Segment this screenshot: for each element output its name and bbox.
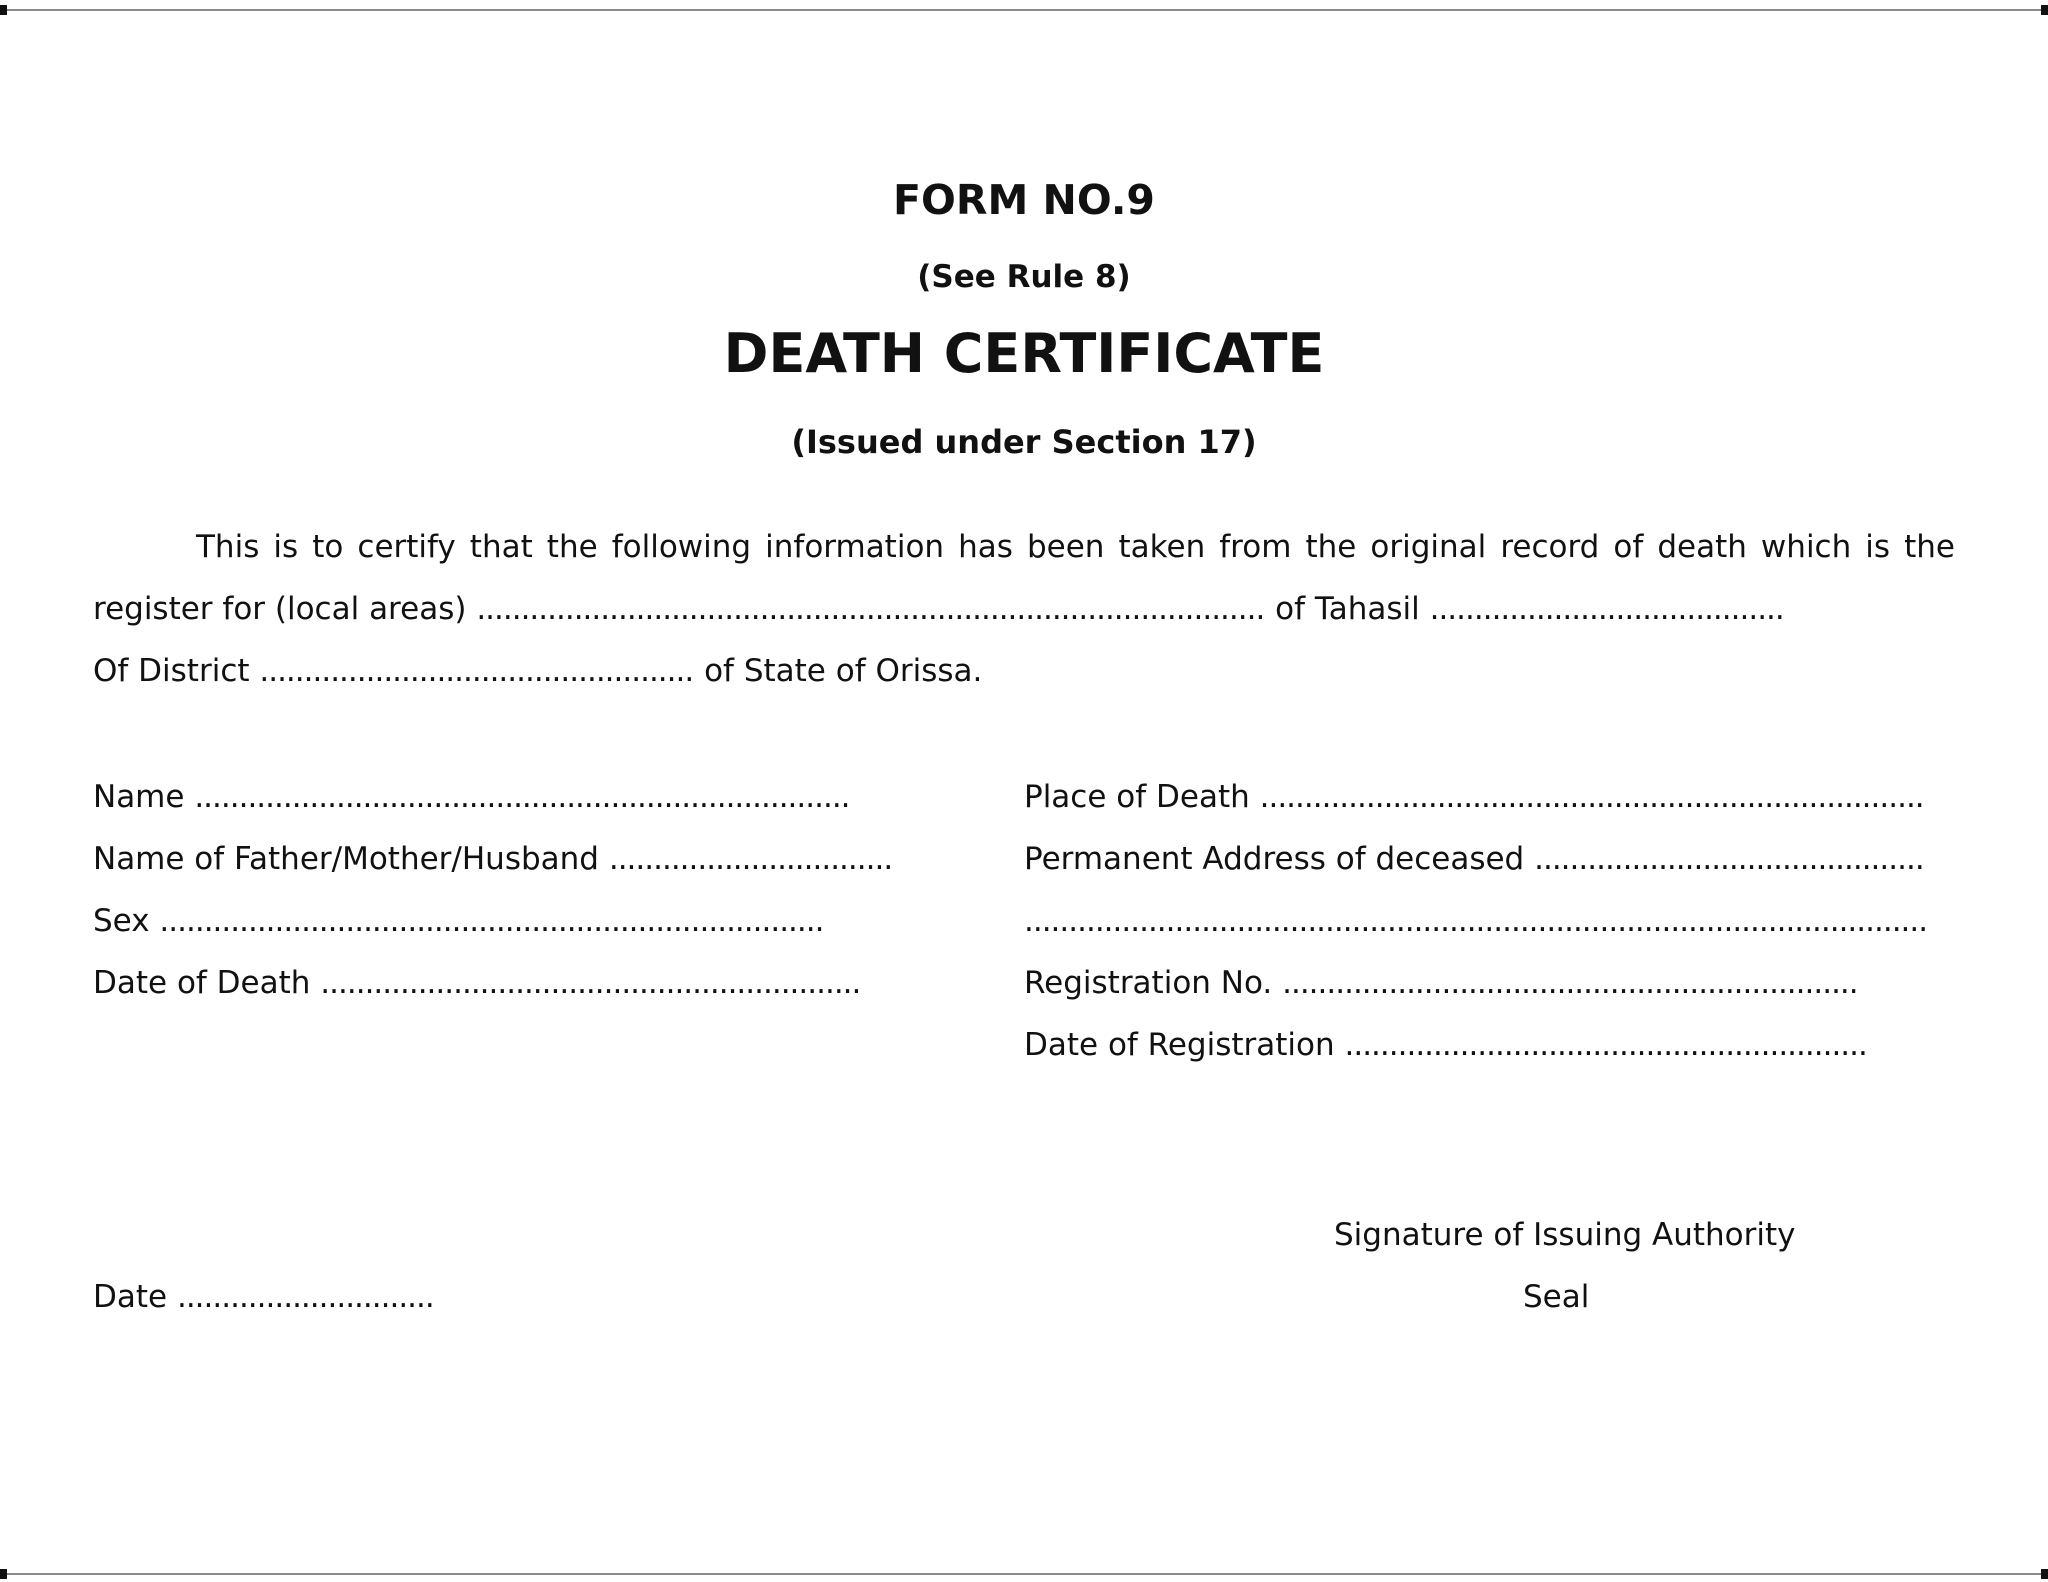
date-field (93, 1277, 434, 1317)
bottom-left-corner-mark (0, 1569, 7, 1579)
bottom-right-corner-mark (2041, 1569, 2048, 1579)
registration-no-field (1024, 963, 1858, 1003)
permanent-address-blank[interactable]: ............................................ (1534, 841, 1924, 877)
tahasil-label: . of Tahasil (1255, 591, 1420, 627)
relation-field (93, 839, 892, 879)
certify-line-1: This is to certify that the following information has been taken from the original record of death which is the (196, 529, 1955, 565)
certification-paragraph (93, 516, 1955, 702)
signature-authority-label: Signature of Issuing Authority (1334, 1217, 1796, 1253)
issued-under-section: (Issued under Section 17) (791, 423, 1257, 461)
date-label: Date (93, 1279, 168, 1315)
name-label: Name (93, 779, 185, 815)
place-of-death-blank[interactable]: ........................................................................... (1259, 779, 1924, 815)
sex-blank[interactable]: ........................................................................... (159, 903, 824, 939)
name-blank[interactable]: .......................................................................... (194, 779, 850, 815)
date-of-death-label: Date of Death (93, 965, 311, 1001)
registration-no-blank[interactable]: ................................................................. (1282, 965, 1858, 1001)
state-label: . of State of Orissa. (684, 653, 983, 689)
relation-label: Name of Father/Mother/Husband (93, 841, 599, 877)
local-areas-blank[interactable]: ........................................................................................ (476, 591, 1256, 627)
date-blank[interactable]: ............................. (176, 1279, 434, 1315)
place-of-death-label: Place of Death (1024, 779, 1250, 815)
place-of-death-field (1024, 777, 1924, 817)
sex-label: Sex (93, 903, 150, 939)
date-of-death-field (93, 963, 860, 1003)
top-border-rule (0, 9, 2048, 11)
top-left-corner-mark (0, 5, 7, 15)
district-label: Of District (93, 653, 250, 689)
date-of-registration-label: Date of Registration (1024, 1027, 1335, 1063)
date-of-registration-field (1024, 1025, 1867, 1065)
date-of-death-blank[interactable]: ............................................................. (320, 965, 861, 1001)
local-areas-label: register for (local areas) (93, 591, 467, 627)
date-of-registration-blank[interactable]: ........................................................... (1344, 1027, 1867, 1063)
permanent-address-field (1024, 839, 1924, 879)
rule-reference: (See Rule 8) (917, 259, 1131, 295)
name-field (93, 777, 850, 817)
form-number: FORM NO.9 (893, 176, 1155, 224)
registration-no-label: Registration No. (1024, 965, 1273, 1001)
bottom-border-rule (0, 1573, 2048, 1575)
seal-label: Seal (1523, 1279, 1590, 1315)
document-title: DEATH CERTIFICATE (723, 322, 1325, 385)
certify-line-2 (93, 578, 1955, 640)
district-blank[interactable]: ................................................ (259, 653, 685, 689)
sex-field (93, 901, 823, 941)
tahasil-blank[interactable]: ........................................ (1429, 591, 1784, 627)
permanent-address-label: Permanent Address of deceased (1024, 841, 1525, 877)
address-continuation-blank[interactable]: ...................................................................................................... (1024, 903, 1928, 939)
top-right-corner-mark (2041, 5, 2048, 15)
address-continuation-field (1024, 901, 1927, 941)
relation-blank[interactable]: ................................ (608, 841, 893, 877)
certify-line-3 (93, 640, 1955, 702)
